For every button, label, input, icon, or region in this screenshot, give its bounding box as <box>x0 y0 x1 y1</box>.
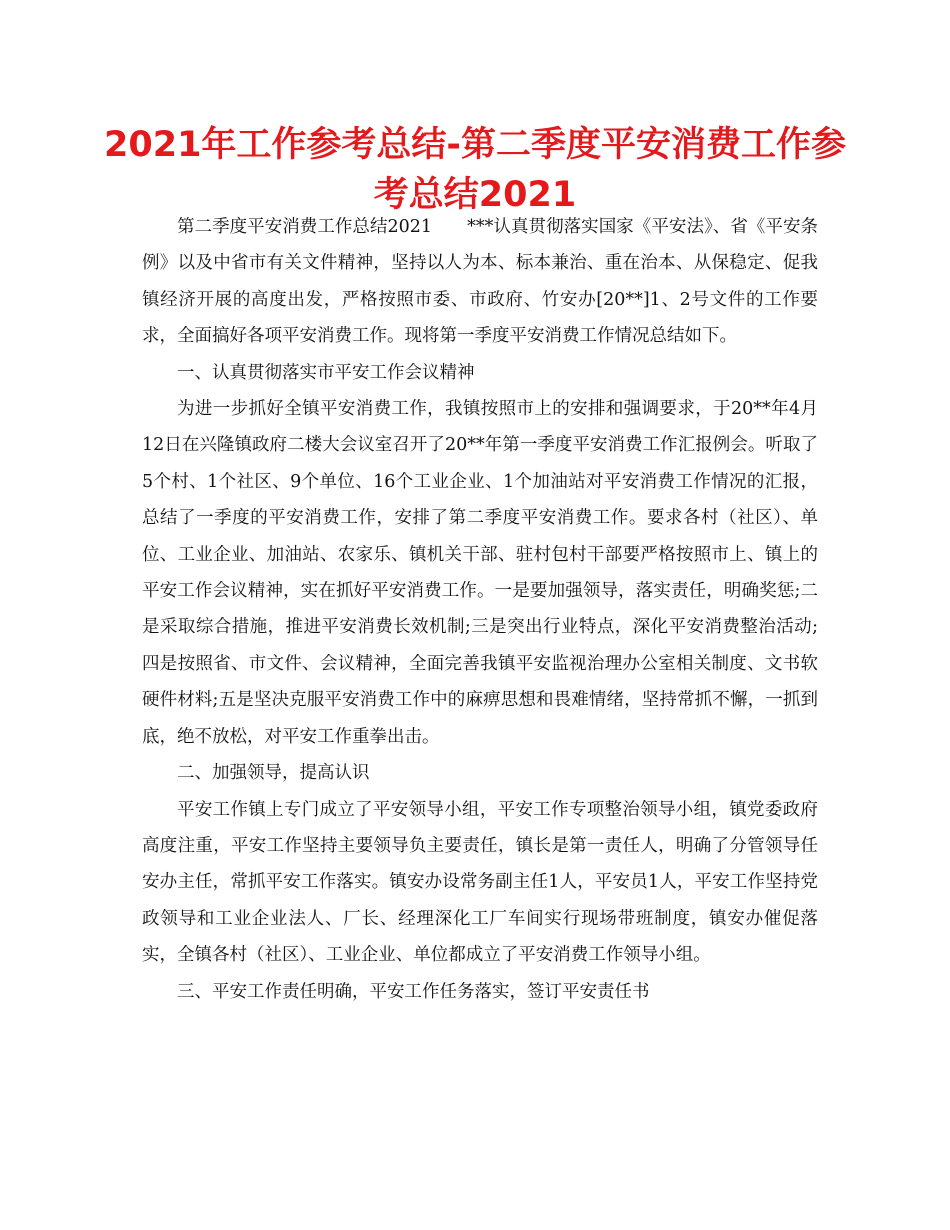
section-heading-3: 三、平安工作责任明确，平安工作任务落实，签订平安责任书 <box>177 981 650 1002</box>
intro-paragraph: 第二季度平安消费工作总结2021 ***认真贯彻落实国家《平安法》、省《平安条例》以及中省市有关文件精神，坚持以人为本、标本兼治、重在治本、从保稳定、促我镇经济开展的高度出发，严格按照市委、市政府、竹安办[20**]1、2号文件的工作要求，全面搞好各项平安消费工作。现将第一季度平安消费工作情况总结如下。 <box>142 217 818 347</box>
section-heading-1: 一、认真贯彻落实市平安工作会议精神 <box>177 362 475 383</box>
section-heading-2: 二、加强领导，提高认识 <box>177 763 370 784</box>
document-title: 2021年工作参考总结-第二季度平安消费工作参考总结2021 <box>104 125 846 215</box>
section-2-paragraph: 平安工作镇上专门成立了平安领导小组，平安工作专项整治领导小组，镇党委政府高度注重，平安工作坚持主要领导负主要责任，镇长是第一责任人，明确了分管领导任安办主任，常抓平安工作落实。镇安办设常务副主任1人，平安员1人，平安工作坚持党政领导和工业企业法人、厂长、经理深化工厂车间实行现场带班制度，镇安办催促落实，全镇各村（社区）、工业企业、单位都成立了平安消费工作领导小组。 <box>142 799 818 966</box>
document-body <box>142 209 818 1010</box>
section-1-paragraph: 为进一步抓好全镇平安消费工作，我镇按照市上的安排和强调要求，于20**年4月12日在兴隆镇政府二楼大会议室召开了20**年第一季度平安消费工作汇报例会。听取了5个村、1个社区、9个单位、16个工业企业、1个加油站对平安消费工作情况的汇报，总结了一季度的平安消费工作，安排了第二季度平安消费工作。要求各村（社区）、单位、工业企业、加油站、农家乐、镇机关干部、驻村包村干部要严格按照市上、镇上的平安工作会议精神，实在抓好平安消费工作。一是要加强领导，落实责任，明确奖惩;二是采取综合措施，推进平安消费长效机制;三是突出行业特点，深化平安消费整治活动;四是按照省、市文件、会议精神，全面完善我镇平安监视治理办公室相关制度、文书软硬件材料;五是坚决克服平安消费工作中的麻痹思想和畏难情绪，坚持常抓不懈，一抓到底，绝不放松，对平安工作重拳出击。 <box>142 399 818 747</box>
